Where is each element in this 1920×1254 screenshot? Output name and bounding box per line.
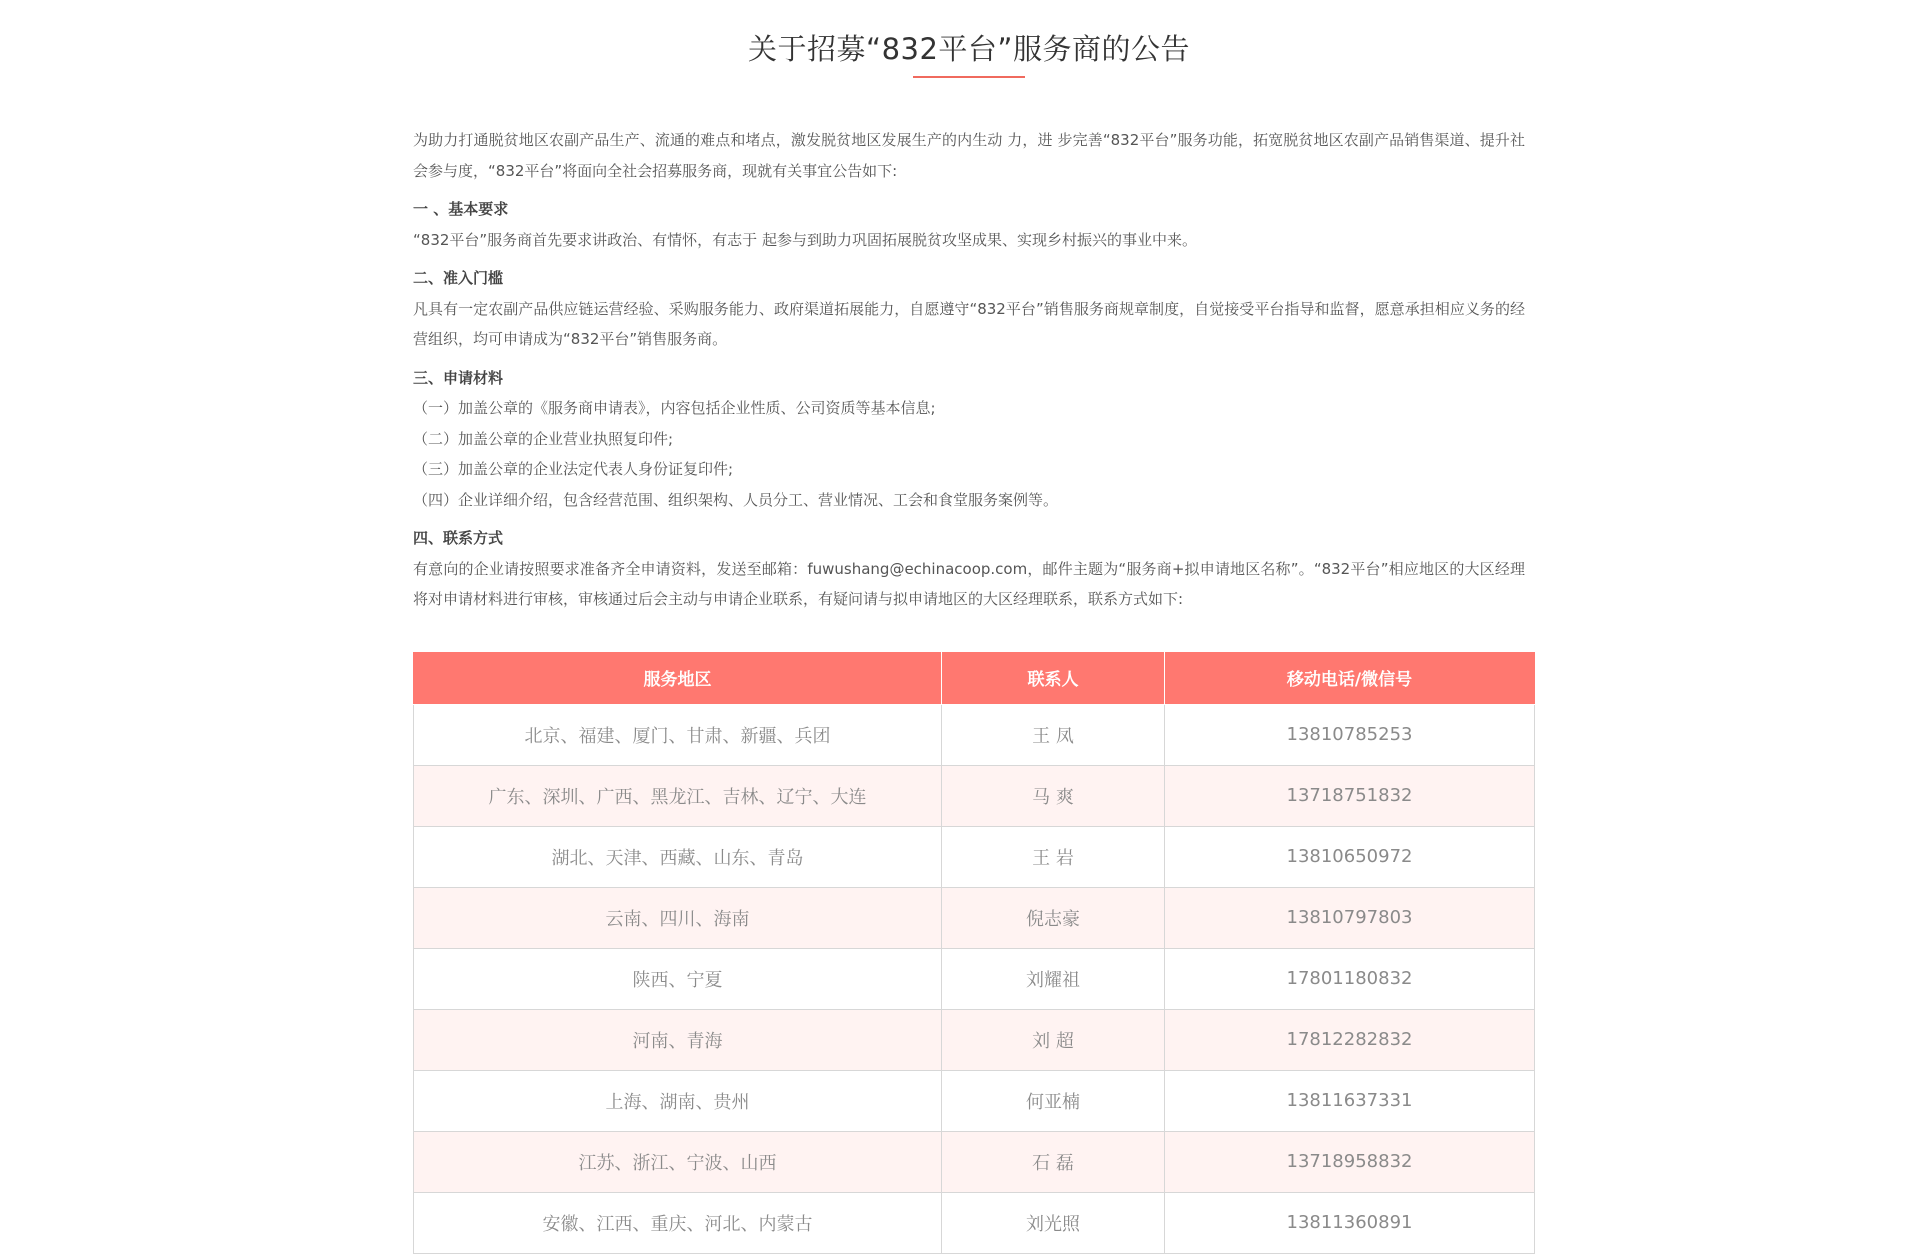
- contact-cell: 刘耀祖: [942, 948, 1165, 1009]
- phone-cell: 13810797803: [1165, 887, 1535, 948]
- region-cell: 上海、湖南、贵州: [414, 1070, 942, 1131]
- materials-item: （四）企业详细介绍，包含经营范围、组织架构、人员分工、营业情况、工会和食堂服务案例等。: [413, 490, 1059, 509]
- contact-text: 有意向的企业请按照要求准备齐全申请资料，发送至邮箱：fuwushang@echinacoop.com，邮件主题为“服务商+拟申请地区名称”。“832平台”相应地区的大区经理将对申请材料进行审核，审核通过后会主动与申请企业联系，有疑问请与拟申请地区的大区经理联系，联系方式如下:: [413, 559, 1525, 608]
- section-heading-threshold: 二、准入门槛: [413, 269, 504, 287]
- phone-cell: 17801180832: [1165, 948, 1535, 1009]
- notice-page: [413, 0, 1525, 1254]
- region-cell: 湖北、天津、西藏、山东、青岛: [414, 826, 942, 887]
- contact-cell: 马 爽: [942, 765, 1165, 826]
- contact-table-wrapper: [413, 652, 1525, 1254]
- header-phone: 移动电话/微信号: [1165, 652, 1535, 705]
- phone-cell: 13811360891: [1165, 1192, 1535, 1253]
- contact-cell: 王 岩: [942, 826, 1165, 887]
- region-cell: 北京、福建、厦门、甘肃、新疆、兵团: [414, 704, 942, 765]
- title-underline: [913, 76, 1025, 78]
- page-title: 关于招募“832平台”服务商的公告: [748, 32, 1190, 66]
- table-row: [414, 765, 1535, 826]
- table-row: [414, 1192, 1535, 1253]
- contact-cell: 刘 超: [942, 1009, 1165, 1070]
- region-cell: 河南、青海: [414, 1009, 942, 1070]
- table-row: [414, 704, 1535, 765]
- header-contact: 联系人: [942, 652, 1165, 705]
- phone-cell: 13718958832: [1165, 1131, 1535, 1192]
- table-header-row: [414, 652, 1535, 705]
- table-row: [414, 826, 1535, 887]
- materials-item: （二）加盖公章的企业营业执照复印件;: [413, 429, 674, 448]
- section-heading-contact: 四、联系方式: [413, 529, 504, 547]
- threshold-text: 凡具有一定农副产品供应链运营经验、采购服务能力、政府渠道拓展能力，自愿遵守“832平台”销售服务商规章制度，自觉接受平台指导和监督，愿意承担相应义务的经营组织，均可申请成为“832平台”销售服务商。: [413, 299, 1525, 348]
- table-row: [414, 887, 1535, 948]
- contact-table: [413, 652, 1535, 1254]
- table-row: [414, 1131, 1535, 1192]
- phone-cell: 13810785253: [1165, 704, 1535, 765]
- region-cell: 江苏、浙江、宁波、山西: [414, 1131, 942, 1192]
- contact-cell: 倪志豪: [942, 887, 1165, 948]
- notice-body: [413, 125, 1525, 615]
- region-cell: 陕西、宁夏: [414, 948, 942, 1009]
- section-heading-requirements: 一 、基本要求: [413, 200, 509, 218]
- phone-cell: 13718751832: [1165, 765, 1535, 826]
- table-row: [414, 1009, 1535, 1070]
- table-row: [414, 1070, 1535, 1131]
- region-cell: 广东、深圳、广西、黑龙江、吉林、辽宁、大连: [414, 765, 942, 826]
- phone-cell: 17812282832: [1165, 1009, 1535, 1070]
- region-cell: 云南、四川、海南: [414, 887, 942, 948]
- phone-cell: 13810650972: [1165, 826, 1535, 887]
- table-row: [414, 948, 1535, 1009]
- region-cell: 安徽、江西、重庆、河北、内蒙古: [414, 1192, 942, 1253]
- contact-cell: 刘光照: [942, 1192, 1165, 1253]
- requirements-text: “832平台”服务商首先要求讲政治、有情怀，有志于 起参与到助力巩固拓展脱贫攻坚成果、实现乡村振兴的事业中来。: [413, 230, 1197, 249]
- materials-item: （一）加盖公章的《服务商申请表》，内容包括企业性质、公司资质等基本信息;: [413, 399, 936, 417]
- header-region: 服务地区: [414, 652, 942, 705]
- section-heading-materials: 三、申请材料: [413, 368, 504, 387]
- contact-cell: 何亚楠: [942, 1070, 1165, 1131]
- contact-cell: 石 磊: [942, 1131, 1165, 1192]
- contact-cell: 王 凤: [942, 704, 1165, 765]
- phone-cell: 13811637331: [1165, 1070, 1535, 1131]
- intro-paragraph: 为助力打通脱贫地区农副产品生产、流通的难点和堵点，激发脱贫地区发展生产的内生动 力，进 步完善“832平台”服务功能，拓宽脱贫地区农副产品销售渠道、提升社会参与度，“832平台”将面向全社会招募服务商，现就有关事宜公告如下:: [413, 131, 1525, 180]
- materials-item: （三）加盖公章的企业法定代表人身份证复印件;: [413, 460, 734, 478]
